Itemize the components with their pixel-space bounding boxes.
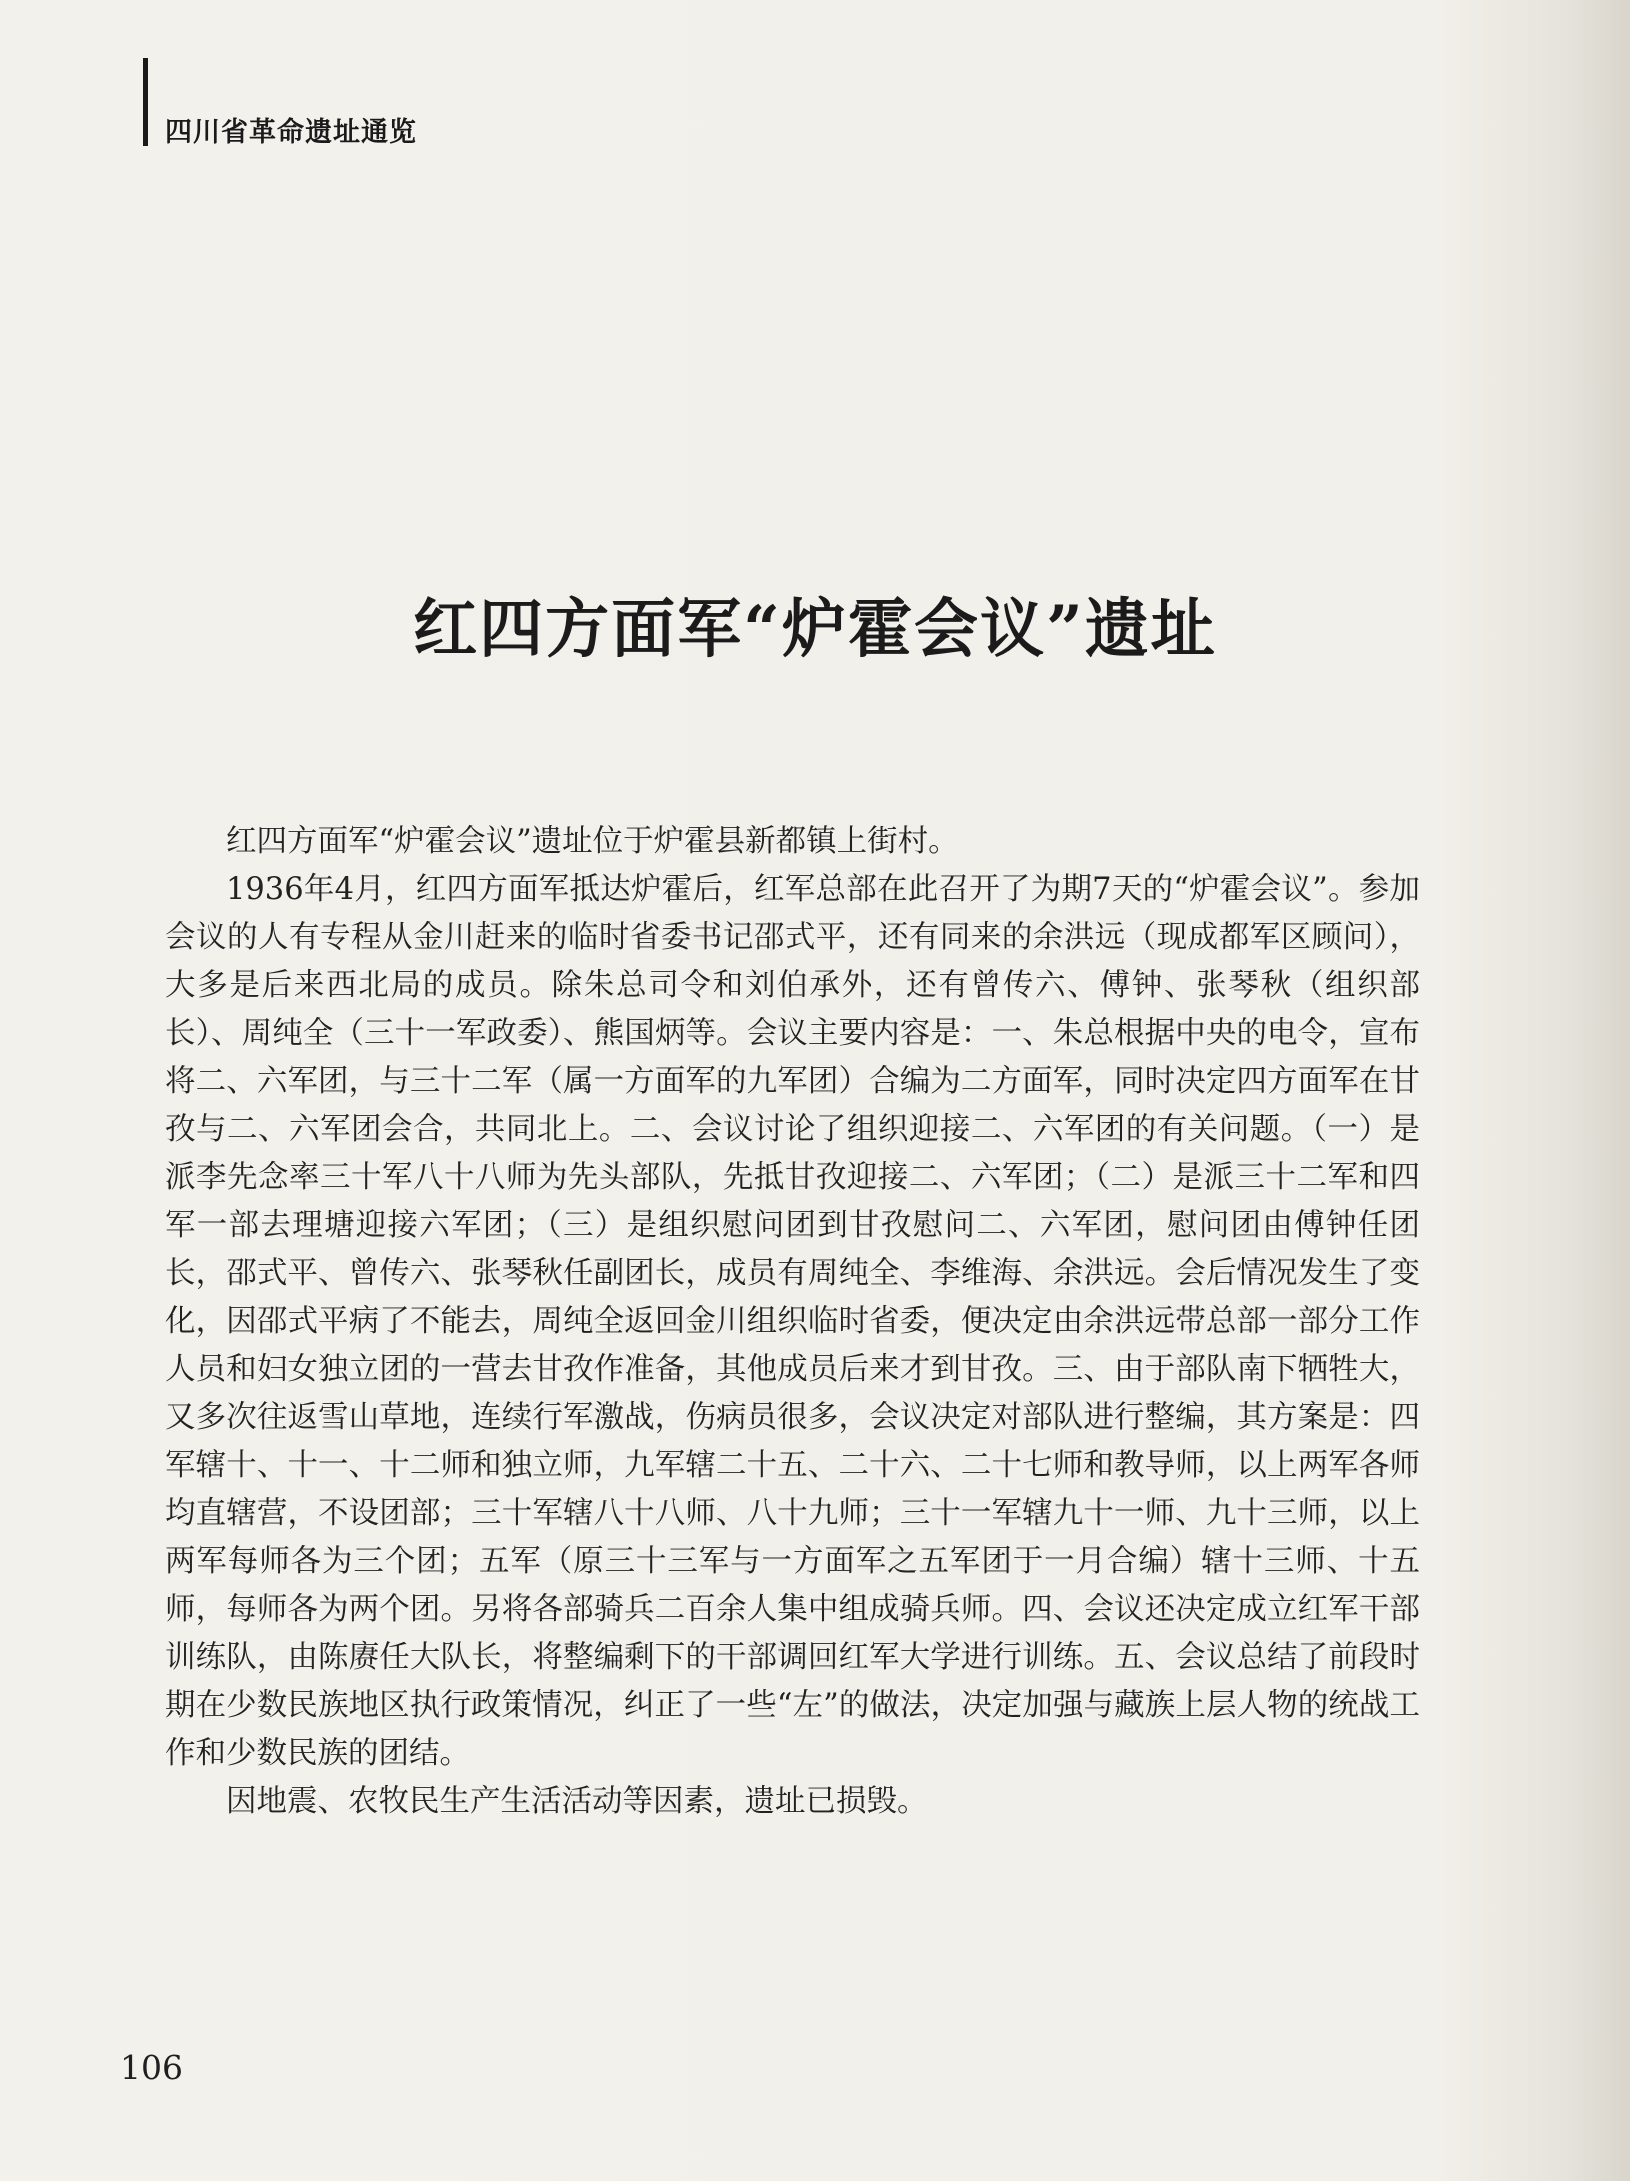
header-rule [143, 58, 148, 146]
article-body [165, 818, 1420, 1826]
paragraph-location: 红四方面军“炉霍会议”遗址位于炉霍县新都镇上街村。 [226, 824, 959, 859]
paragraph-history: 1936年4月，红四方面军抵达炉霍后，红军总部在此召开了为期7天的“炉霍会议”。参加会议的人有专程从金川赶来的临时省委书记邵式平，还有同来的余洪远（现成都军区顾问），大多是后来西北局的成员。除朱总司令和刘伯承外，还有曾传六、傅钟、张琴秋（组织部长）、周纯全（三十一军政委）、熊国炳等。会议主要内容是：一、朱总根据中央的电令，宣布将二、六军团，与三十二军（属一方面军的九军团）合编为二方面军，同时决定四方面军在甘孜与二、六军团会合，共同北上。二、会议讨论了组织迎接二、六军团的有关问题。（一）是派李先念率三十军八十八师为先头部队，先抵甘孜迎接二、六军团；（二）是派三十二军和四军一部去理塘迎接六军团；（三）是组织慰问团到甘孜慰问二、六军团，慰问团由傅钟任团长，邵式平、曾传六、张琴秋任副团长，成员有周纯全、李维海、余洪远。会后情况发生了变化，因邵式平病了不能去，周纯全返回金川组织临时省委，便决定由余洪远带总部一部分工作人员和妇女独立团的一营去甘孜作准备，其他成员后来才到甘孜。三、由于部队南下牺牲大，又多次往返雪山草地，连续行军激战，伤病员很多，会议决定对部队进行整编，其方案是：四军辖十、十一、十二师和独立师，九军辖二十五、二十六、二十七师和教导师，以上两军各师均直辖营，不设团部；三十军辖八十八师、八十九师；三十一军辖九十一师、九十三师，以上两军每师各为三个团；五军（原三十三军与一方面军之五军团于一月合编）辖十三师、十五师，每师各为两个团。另将各部骑兵二百余人集中组成骑兵师。四、会议还决定成立红军干部训练队，由陈赓任大队长，将整编剩下的干部调回红军大学进行训练。五、会议总结了前段时期在少数民族地区执行政策情况，纠正了一些“左”的做法，决定加强与藏族上层人物的统战工作和少数民族的团结。 [165, 872, 1420, 1771]
running-head: 四川省革命遗址通览 [165, 117, 417, 148]
paragraph-status: 因地震、农牧民生产生活活动等因素，遗址已损毁。 [226, 1784, 928, 1819]
page-number: 106 [120, 2048, 183, 2087]
article-title: 红四方面军“炉霍会议”遗址 [413, 591, 1217, 667]
